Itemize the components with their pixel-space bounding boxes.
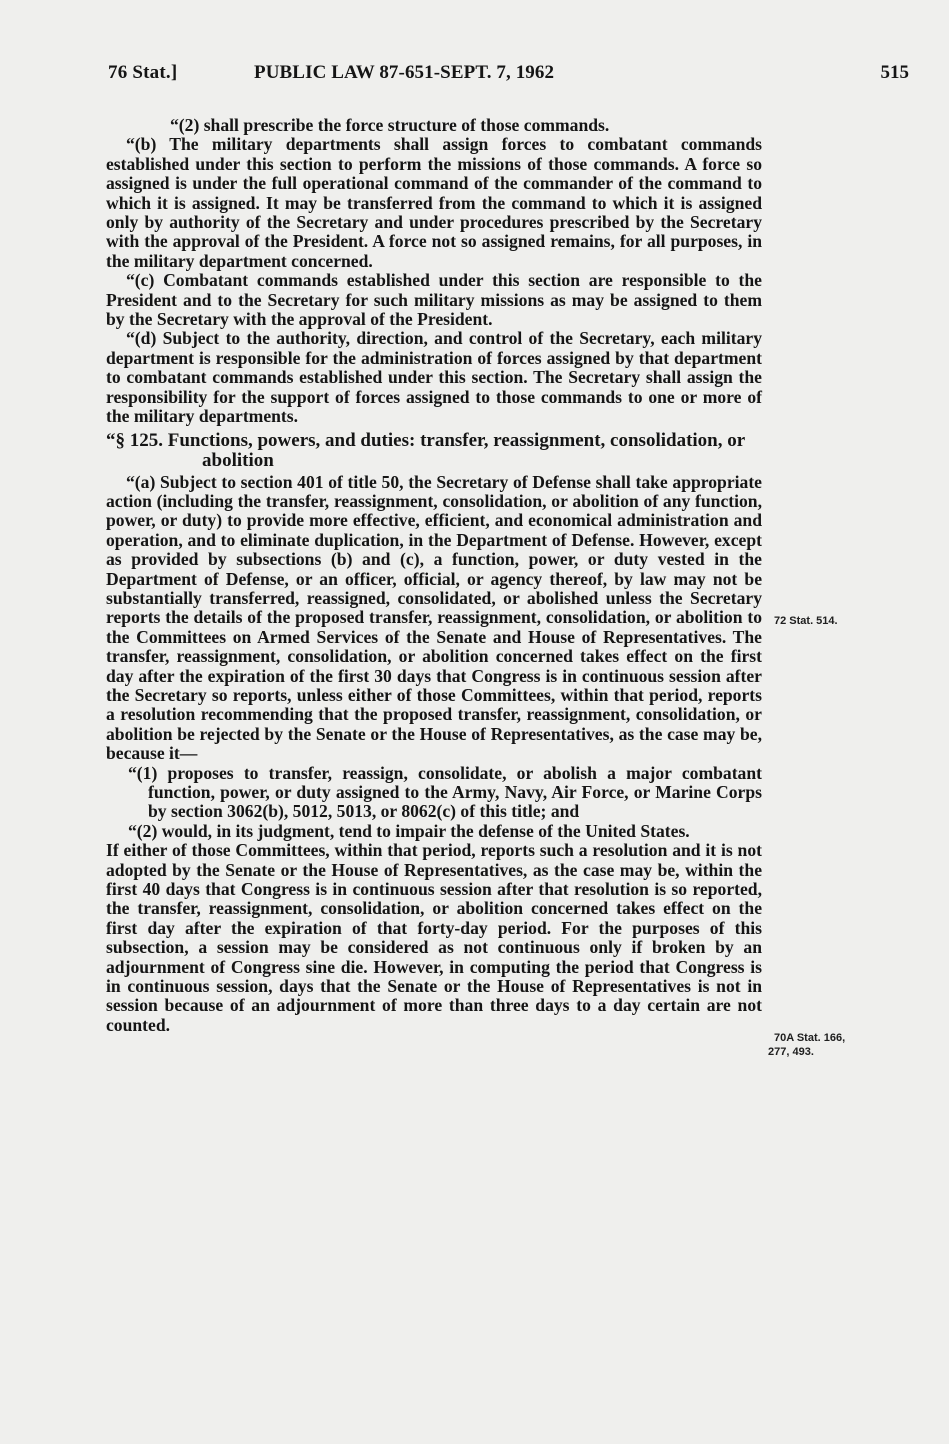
margin-note-text-line2: 277, 493.: [768, 1046, 814, 1058]
paragraph-committees-resolution: If either of those Committees, within that period, reports such a resolution and it is not adopted by the Senate or the House of Representatives, as the case may be, within the first 40 days that Congress is in continuous session after that resolution is so reported, the transfer, reassignment, consolidation, or abolition concerned takes effect on the first day after the expiration of that forty-day period. For the purposes of this subsection, a session may be considered as not continuous only if broken by an adjournment of Congress sine die. However, in computing the period that Congress is in continuous session, days that the Senate or the House of Representatives is not in session because of an adjournment of more than three days to a day certain are not counted.: [106, 840, 762, 1035]
clause-1-abolish: “(1) proposes to transfer, reassign, consolidate, or abolish a major combatant function, power, or duty assigned to the Army, Navy, Air Force, or Marine Corps by section 3062(b), 5012, 5013, or 8062(c) of this title; and: [128, 762, 762, 822]
paragraph-d-administration: “(d) Subject to the authority, direction, and control of the Secretary, each military department is responsible for the administration of forces assigned by that department to combatant commands established under this section. The Secretary shall assign the responsibility for the support of forces assigned to those commands to one or more of the military departments.: [106, 328, 762, 427]
page-number: 515: [880, 62, 909, 83]
margin-note-72-stat: [774, 614, 934, 628]
margin-note-70a-stat: [768, 1031, 934, 1059]
statute-volume-label: 76 Stat.]: [108, 62, 178, 83]
paragraph-a-transfer: “(a) Subject to section 401 of title 50, the Secretary of Defense shall take appropriate action (including the transfer, reassignment, consolidation, or abolition of any function, power, or duty) to provide more effective, efficient, and economical administration and operation, and to eliminate duplication, in the Department of Defense. However, except as provided by subsections (b) and (c), a function, power, or duty vested in the Department of Defense, or an officer, official, or agency thereof, by law may not be substantially transferred, reassigned, consolidated, or abolished unless the Secretary reports the details of the proposed transfer, reassignment, consolidation, or abolition to the Committees on Armed Services of the Senate and House of Representatives. The transfer, reassignment, consolidation, or abolition concerned takes effect on the first day after the expiration of the first 30 days that Congress is in continuous session after the Secretary so reports, unless either of those Committees, within that period, reports a resolution recommending that the proposed transfer, reassignment, consolidation, or abolition be rejected by the Senate or the House of Representatives, as the case may be, because it—: [106, 471, 762, 764]
margin-note-text: 72 Stat. 514.: [774, 615, 838, 627]
paragraph-c-responsible: “(c) Combatant commands established under this section are responsible to the President and to the Secretary for such military missions as may be assigned to them by the Secretary with the approval of the President.: [106, 270, 762, 330]
paragraph-b-assign-forces: “(b) The military departments shall assign forces to combatant commands established under this section to perform the missions of those commands. A force so assigned is under the full operational command of the commander of the command to which it is assigned. It may be transferred from the command to which it is assigned only by authority of the Secretary and under procedures prescribed by the Secretary with the approval of the President. A force not so assigned remains, for all purposes, in the military department concerned.: [106, 134, 762, 271]
page-header: [108, 62, 909, 92]
public-law-title: PUBLIC LAW 87-651-SEPT. 7, 1962: [254, 62, 555, 83]
paragraph-2-prescribe: “(2) shall prescribe the force structure of those commands.: [170, 115, 610, 135]
law-body-text: [106, 116, 762, 1035]
section-125-heading: “§ 125. Functions, powers, and duties: transfer, reassignment, consolidation, or abolition: [106, 429, 745, 471]
margin-note-text-line1: 70A Stat. 166,: [774, 1032, 846, 1044]
clause-2-impair-defense: “(2) would, in its judgment, tend to impair the defense of the United States.: [128, 820, 690, 841]
